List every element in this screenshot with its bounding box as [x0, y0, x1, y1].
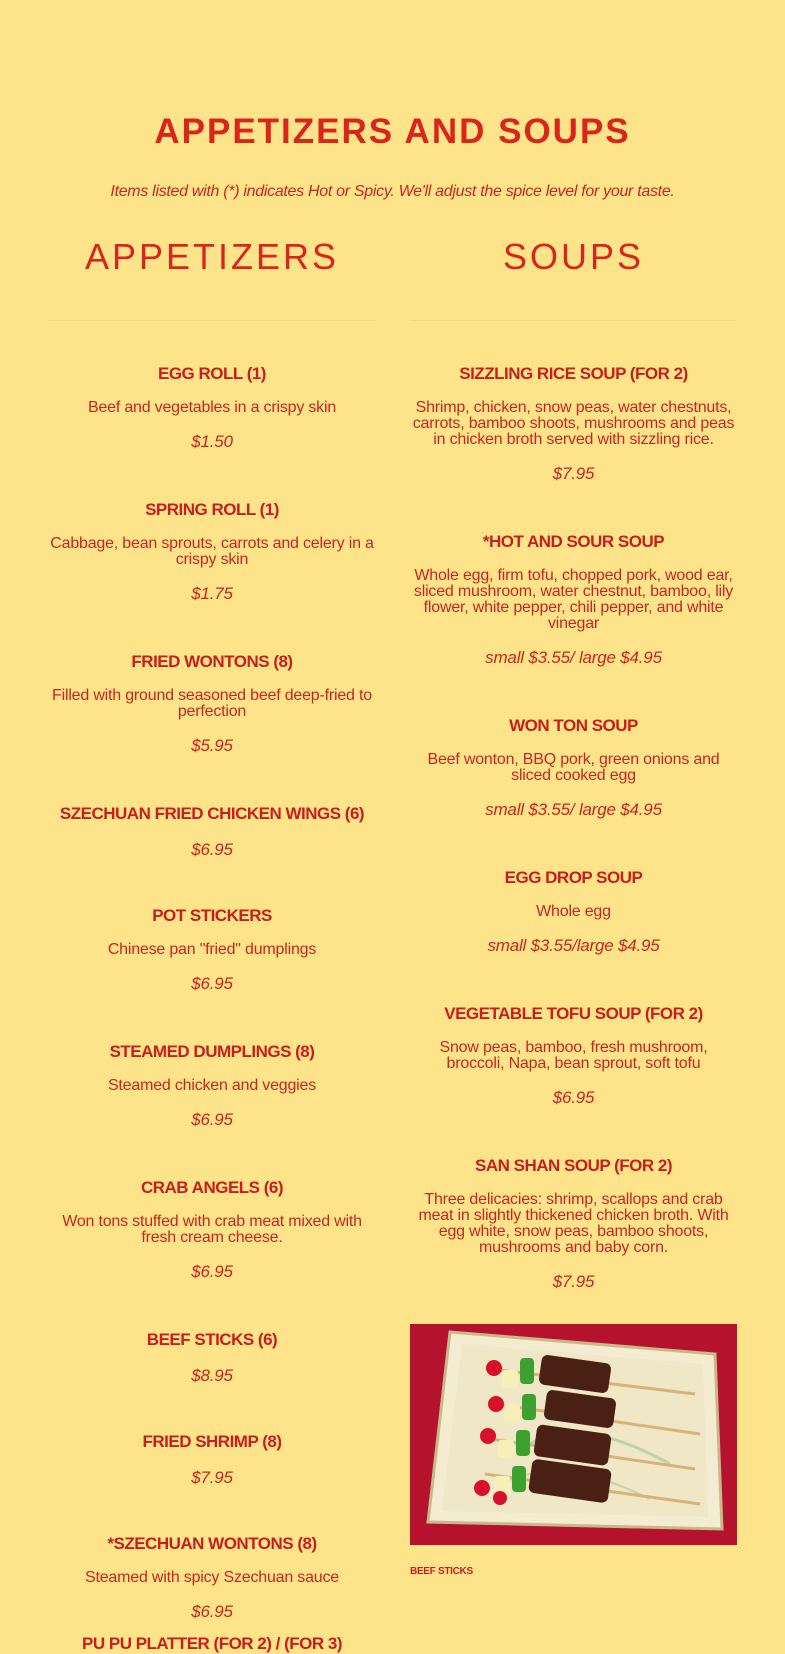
item-name: *SZECHUAN WONTONS (8): [107, 1534, 317, 1553]
menu-item: [410, 1156, 737, 1292]
menu-item: [47, 1432, 377, 1488]
menu-item: [47, 1330, 377, 1386]
item-price: $5.95: [191, 736, 233, 755]
item-price: $6.95: [552, 1088, 595, 1107]
menu-item: [410, 364, 737, 484]
item-name: FRIED SHRIMP (8): [142, 1432, 282, 1451]
item-price: $1.50: [191, 432, 233, 451]
item-name: PU PU PLATTER (FOR 2) / (FOR 3): [82, 1634, 342, 1653]
item-description: Beef and vegetables in a crispy skin: [87, 399, 337, 416]
item-description: Steamed with spicy Szechuan sauce: [85, 1569, 339, 1586]
menu-item: [410, 532, 737, 668]
item-name: EGG DROP SOUP: [504, 868, 643, 887]
menu-item: [410, 868, 737, 956]
menu-item: [47, 1178, 377, 1282]
item-description: Whole egg: [536, 903, 611, 920]
item-description: Shrimp, chicken, snow peas, water chestnuts, carrots, bamboo shoots, mushrooms and peas in chicken broth served with sizzling rice.: [412, 399, 735, 448]
item-price: $7.95: [552, 1272, 595, 1291]
menu-item: [47, 1042, 377, 1130]
beef-sticks-photo: [410, 1324, 737, 1545]
item-description: Chinese pan "fried" dumplings: [107, 941, 317, 958]
menu-item: [47, 652, 377, 756]
item-name: WON TON SOUP: [509, 716, 638, 735]
item-name: EGG ROLL (1): [158, 364, 266, 383]
item-price: $7.95: [552, 464, 595, 483]
item-price: $7.95: [191, 1468, 233, 1487]
item-name: SIZZLING RICE SOUP (FOR 2): [459, 364, 688, 383]
item-description: Three delicacies: shrimp, scallops and crab meat in slightly thickened chicken broth. With egg white, snow peas, bamboo shoots, mushrooms and baby corn.: [418, 1191, 729, 1256]
item-description: Whole egg, firm tofu, chopped pork, wood ear, sliced mushroom, water chestnut, bamboo, lily flower, white pepper, chili pepper, and white vinegar: [413, 567, 734, 632]
item-description: Won tons stuffed with crab meat mixed with fresh cream cheese.: [62, 1213, 362, 1246]
appetizers-column: [47, 0, 377, 1653]
spice-note: Items listed with (*) indicates Hot or Spicy. We'll adjust the spice level for your taste.: [110, 183, 675, 200]
item-price: $1.75: [191, 584, 233, 603]
item-description: Cabbage, bean sprouts, carrots and celery in a crispy skin: [50, 535, 374, 568]
menu-item: [47, 1634, 377, 1654]
item-description: Beef wonton, BBQ pork, green onions and sliced cooked egg: [427, 751, 720, 784]
menu-item: [410, 1004, 737, 1108]
item-name: BEEF STICKS (6): [146, 1330, 278, 1349]
menu-item: [410, 716, 737, 820]
item-price: $6.95: [191, 1262, 233, 1281]
page-title: APPETIZERS AND SOUPS: [154, 112, 631, 151]
menu-item: [47, 1534, 377, 1622]
item-name: *HOT AND SOUR SOUP: [482, 532, 665, 551]
item-name: SAN SHAN SOUP (FOR 2): [475, 1156, 672, 1175]
menu-item: [47, 364, 377, 452]
item-name: CRAB ANGELS (6): [140, 1178, 284, 1197]
photo-caption: BEEF STICKS: [410, 1566, 473, 1577]
item-description: Snow peas, bamboo, fresh mushroom, broccoli, Napa, bean sprout, soft tofu: [439, 1039, 708, 1072]
item-name: SPRING ROLL (1): [145, 500, 279, 519]
item-name: POT STICKERS: [152, 906, 272, 925]
item-price: small $3.55/large $4.95: [487, 936, 660, 955]
menu-item: [47, 500, 377, 604]
item-name: SZECHUAN FRIED CHICKEN WINGS (6): [59, 804, 365, 823]
item-price: $8.95: [191, 1366, 233, 1385]
menu-item: [47, 804, 377, 860]
item-name: FRIED WONTONS (8): [131, 652, 293, 671]
menu-item: [47, 906, 377, 994]
item-price: small $3.55/ large $4.95: [485, 800, 662, 819]
item-price: $6.95: [191, 1602, 233, 1621]
item-price: small $3.55/ large $4.95: [485, 648, 662, 667]
appetizers-heading: APPETIZERS: [84, 236, 340, 277]
item-description: Steamed chicken and veggies: [107, 1077, 317, 1094]
item-price: $6.95: [191, 1110, 233, 1129]
soups-heading: SOUPS: [502, 236, 645, 277]
item-description: Filled with ground seasoned beef deep-fried to perfection: [52, 687, 372, 720]
item-price: $6.95: [191, 974, 233, 993]
item-name: VEGETABLE TOFU SOUP (FOR 2): [444, 1004, 703, 1023]
item-name: STEAMED DUMPLINGS (8): [109, 1042, 315, 1061]
item-price: $6.95: [191, 840, 233, 859]
